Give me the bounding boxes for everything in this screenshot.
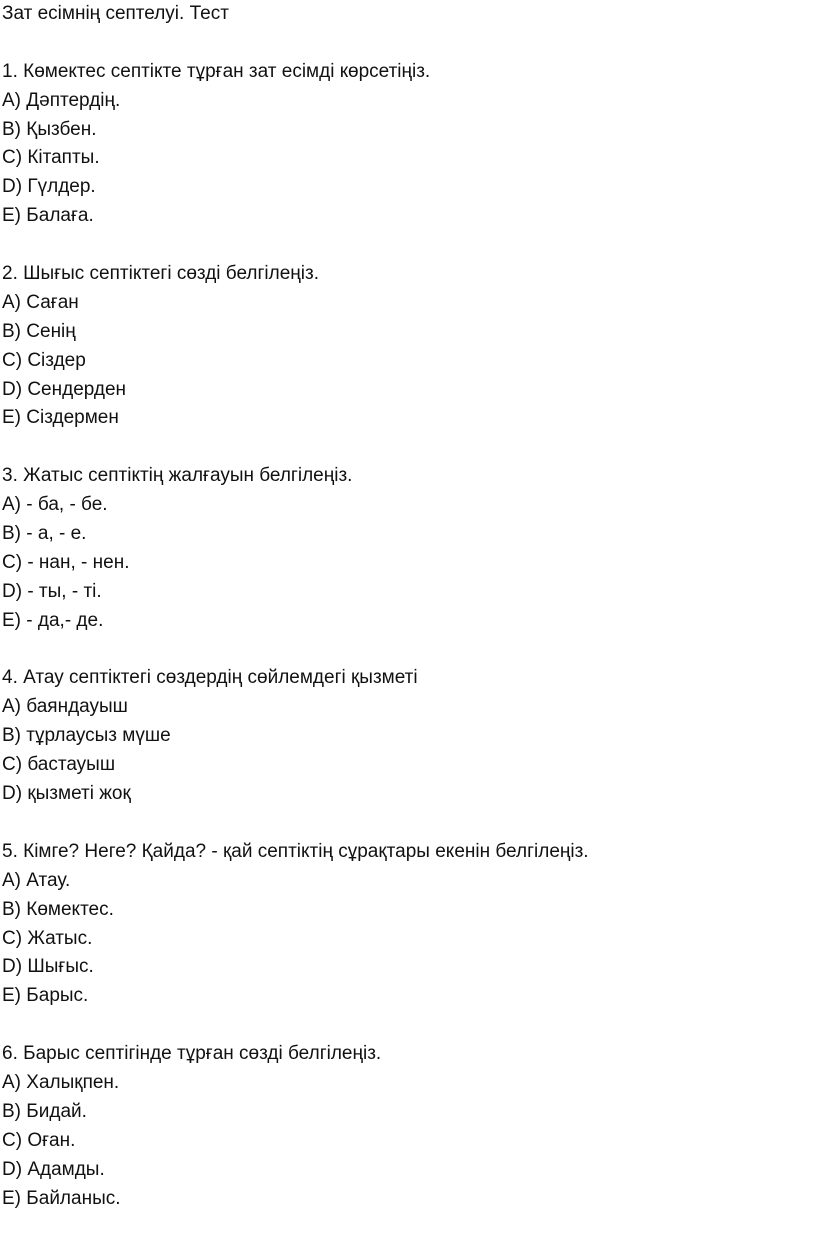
spacer [2,809,814,838]
spacer [2,636,814,665]
option-a: A) Халықпен. [2,1071,120,1093]
option-c: C) Кітапты. [2,147,100,169]
option-c: C) Жатыс. [2,927,93,949]
question-text: 5. Кімге? Неге? Қайда? - қай септіктің сұрақтары екенін белгілеңіз. [2,840,589,862]
option-e: E) Балаға. [2,205,94,227]
question-3 [2,462,814,635]
option-a: A) Атау. [2,869,71,891]
option-b: B) - а, - е. [2,523,87,545]
option-d: D) қызметі жоқ [2,783,131,805]
question-text: 1. Көмектес септікте тұрған зат есімді көрсетіңіз. [2,60,431,82]
question-1 [2,58,814,231]
option-b: B) Бидай. [2,1100,87,1122]
question-6 [2,1040,814,1213]
option-a: A) Дәптердің. [2,89,121,111]
question-2 [2,260,814,433]
option-d: D) Сендерден [2,378,127,400]
option-e: E) Байланыс. [2,1187,121,1209]
option-c: C) Оған. [2,1129,76,1151]
option-d: D) Шығыс. [2,956,94,978]
question-5 [2,838,814,1011]
option-b: B) Көмектес. [2,898,114,920]
question-text: 2. Шығыс септіктегі сөзді белгілеңіз. [2,263,319,285]
option-a: A) - ба, - бе. [2,494,108,516]
spacer [2,433,814,462]
option-b: B) тұрлаусыз мүше [2,725,171,747]
question-text: 6. Барыс септігінде тұрған сөзді белгілеңіз. [2,1043,382,1065]
option-b: B) Сенің [2,320,76,342]
option-c: C) бастауыш [2,754,116,776]
spacer [2,29,814,58]
option-e: E) Барыс. [2,985,89,1007]
option-c: C) Сіздер [2,349,86,371]
option-e: E) Сіздермен [2,407,119,429]
question-text: 3. Жатыс септіктің жалғауын белгілеңіз. [2,465,353,487]
option-c: C) - нан, - нен. [2,551,130,573]
option-b: B) Қызбен. [2,118,97,140]
option-d: D) Гүлдер. [2,176,96,198]
question-4 [2,664,814,808]
option-d: D) Адамды. [2,1158,105,1180]
spacer [2,231,814,260]
document-page [2,0,814,1213]
question-text: 4. Атау септіктегі сөздердің сөйлемдегі қызметі [2,667,418,689]
option-e: E) - да,- де. [2,609,104,631]
option-a: A) баяндауыш [2,696,128,718]
option-d: D) - ты, - ті. [2,580,102,602]
option-a: A) Саған [2,291,79,313]
document-title: Зат есімнің септелуі. Тест [2,3,229,24]
spacer [2,1011,814,1040]
